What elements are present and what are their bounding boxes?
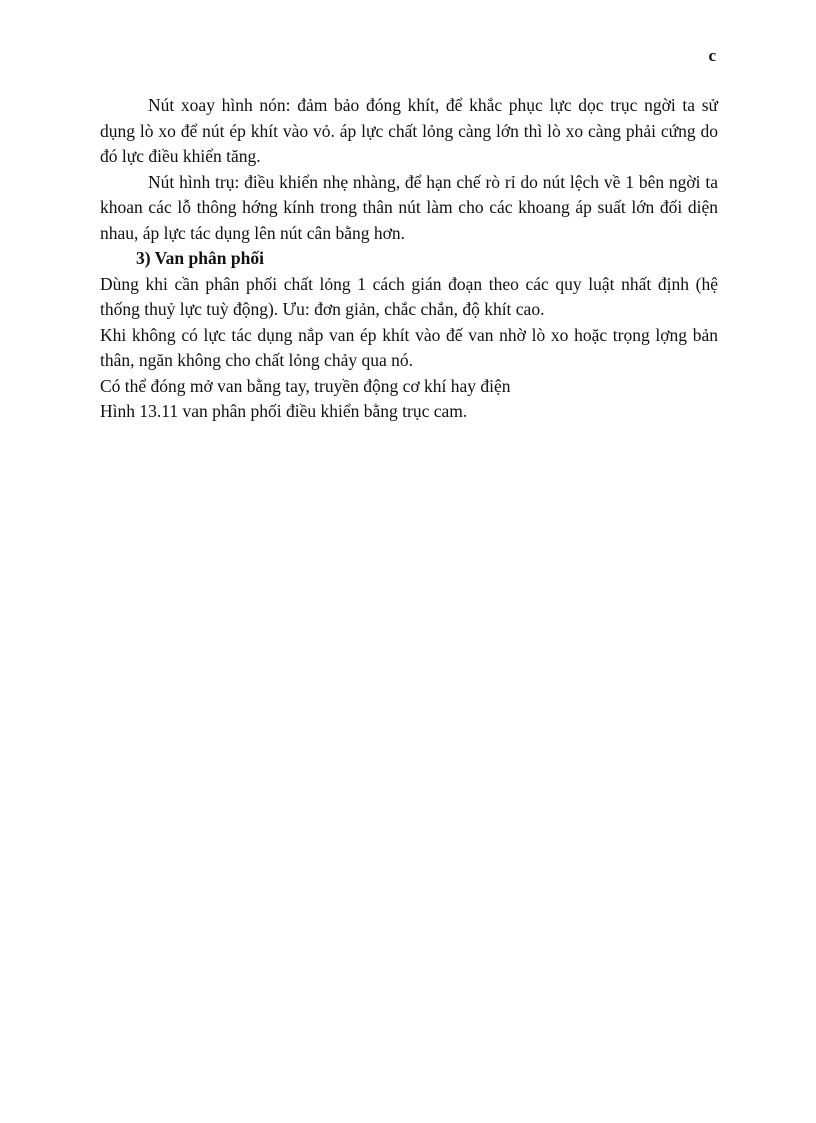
paragraph-no-force: Khi không có lực tác dụng nắp van ép khít vào đế van nhờ lò xo hoặc trọng lợng bản thân, ngăn không cho chất lỏng chảy qua nó. — [100, 324, 718, 370]
paragraph-usage: Dùng khi cần phân phối chất lỏng 1 cách gián đoạn theo các quy luật nhất định (hệ thống thuỷ lực tuỳ động). Ưu: đơn giản, chắc chắn, độ khít cao. — [100, 273, 718, 319]
paragraph-actuation: Có thể đóng mở van bằng tay, truyền động cơ khí hay điện — [100, 375, 511, 396]
document-body — [100, 93, 718, 425]
page-marker: c — [708, 46, 716, 65]
paragraph-cylindrical-plug: Nút hình trụ: điều khiển nhẹ nhàng, để hạn chế rò rỉ do nút lệch về 1 bên ngời ta khoan các lỗ thông hớng kính trong thân nút làm cho các khoang áp suất lớn đối diện nhau, áp lực tác dụng lên nút cân bằng hơn. — [100, 171, 718, 243]
section-heading: 3) Van phân phối — [136, 248, 264, 268]
paragraph-conical-plug: Nút xoay hình nón: đảm bảo đóng khít, để khắc phục lực dọc trục ngời ta sử dụng lò xo để nút ép khít vào vỏ. áp lực chất lỏng càng lớn thì lò xo càng phải cứng do đó lực điều khiển tăng. — [100, 95, 718, 166]
figure-caption: Hình 13.11 van phân phối điều khiển bằng trục cam. — [100, 401, 468, 421]
